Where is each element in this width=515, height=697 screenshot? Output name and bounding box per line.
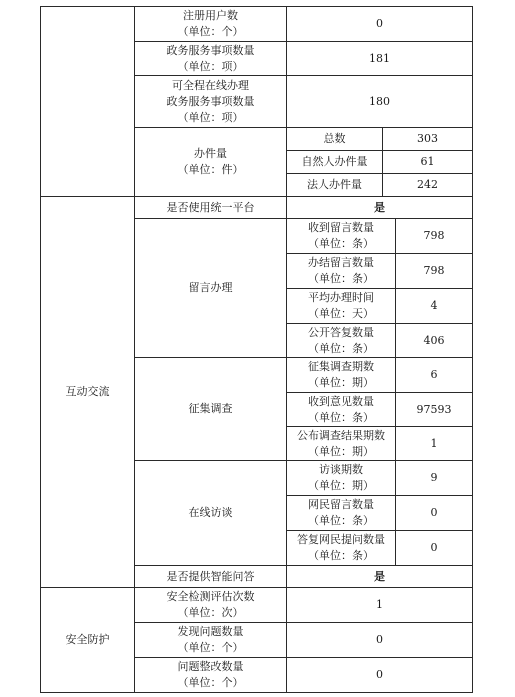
label-text: 网民留言数量 (308, 498, 374, 511)
value-survey-opinions: 97593 (395, 392, 473, 427)
unit-text: （单位：项） (177, 110, 244, 124)
label-online-items (134, 75, 287, 128)
label-smart-qa: 是否提供智能问答 (134, 565, 287, 588)
unit-text: （单位：次） (177, 606, 244, 619)
unit-text: （单位：项） (177, 59, 244, 73)
label-text: 答复网民提问数量 (297, 533, 385, 546)
label-registered-users (134, 6, 287, 42)
section-cell-top (40, 6, 135, 197)
label-msg-closed (286, 253, 396, 289)
value-smart-qa: 是 (286, 565, 473, 588)
label-text: 公布调查结果期数 (297, 428, 385, 442)
value-online-items: 180 (286, 75, 473, 128)
value-interview-messages: 0 (395, 495, 473, 531)
unit-text: （单位：天） (308, 307, 374, 320)
value-msg-closed: 798 (395, 253, 473, 289)
value-registered-users: 0 (286, 6, 473, 42)
value-interview-periods: 9 (395, 460, 473, 496)
unit-text: （单位：期） (308, 376, 374, 389)
unit-text: （单位：条） (308, 341, 374, 355)
value-issues-found: 0 (286, 622, 473, 658)
value-unified-platform: 是 (286, 196, 473, 219)
unit-text: （单位：个） (177, 25, 244, 38)
unit-text: （单位：期） (308, 444, 374, 458)
label-text: 收到意见数量 (308, 394, 374, 408)
label-text: 政务服务事项数量 (166, 94, 255, 108)
label-text: 注册用户数 (183, 9, 238, 22)
value-handled-natural: 61 (382, 150, 473, 174)
label-text: 政务服务事项数量 (166, 43, 255, 57)
unit-text: （单位：条） (308, 549, 374, 562)
label-text: 办结留言数量 (308, 256, 374, 269)
label-text: 办件量 (194, 147, 227, 160)
label-text: 公开答复数量 (308, 325, 374, 339)
label-text: 问题整改数量 (177, 660, 244, 673)
label-handled (134, 127, 287, 197)
unit-text: （单位：条） (308, 237, 374, 250)
unit-text: （单位：件） (177, 163, 244, 176)
label-interview-replies (286, 530, 396, 566)
label-messages: 留言办理 (134, 218, 287, 358)
label-msg-avg-time (286, 288, 396, 324)
unit-text: （单位：个） (177, 676, 244, 689)
value-msg-avg-time: 4 (395, 288, 473, 324)
section-interaction: 互动交流 (40, 196, 135, 588)
label-survey: 征集调查 (134, 357, 287, 461)
label-unified-platform: 是否使用统一平台 (134, 196, 287, 219)
label-handled-legal: 法人办件量 (286, 173, 383, 197)
value-service-items: 181 (286, 41, 473, 76)
value-handled-legal: 242 (382, 173, 473, 197)
label-handled-natural: 自然人办件量 (286, 150, 383, 174)
label-text: 发现问题数量 (177, 625, 244, 638)
label-msg-public (286, 323, 396, 358)
label-survey-periods (286, 357, 396, 393)
label-security-checks (134, 587, 287, 623)
value-issues-fixed: 0 (286, 657, 473, 693)
unit-text: （单位：期） (308, 479, 374, 492)
label-text: 可全程在线办理 (172, 78, 249, 92)
label-issues-found (134, 622, 287, 658)
value-survey-periods: 6 (395, 357, 473, 393)
label-text: 征集调查期数 (308, 360, 374, 373)
label-text: 安全检测评估次数 (166, 590, 255, 603)
value-security-checks: 1 (286, 587, 473, 623)
label-msg-received (286, 218, 396, 254)
unit-text: （单位：条） (308, 272, 374, 285)
label-handled-total: 总数 (286, 127, 383, 151)
label-survey-opinions (286, 392, 396, 427)
section-security: 安全防护 (40, 587, 135, 693)
value-msg-received: 798 (395, 218, 473, 254)
unit-text: （单位：条） (308, 410, 374, 424)
label-interview: 在线访谈 (134, 460, 287, 566)
unit-text: （单位：个） (177, 641, 244, 654)
label-issues-fixed (134, 657, 287, 693)
value-handled-total: 303 (382, 127, 473, 151)
label-interview-messages (286, 495, 396, 531)
label-text: 访谈期数 (319, 463, 363, 476)
value-survey-results: 1 (395, 426, 473, 461)
label-text: 收到留言数量 (308, 221, 374, 234)
value-interview-replies: 0 (395, 530, 473, 566)
label-survey-results (286, 426, 396, 461)
label-service-items (134, 41, 287, 76)
label-text: 平均办理时间 (308, 291, 374, 304)
unit-text: （单位：条） (308, 514, 374, 527)
label-interview-periods (286, 460, 396, 496)
value-msg-public: 406 (395, 323, 473, 358)
